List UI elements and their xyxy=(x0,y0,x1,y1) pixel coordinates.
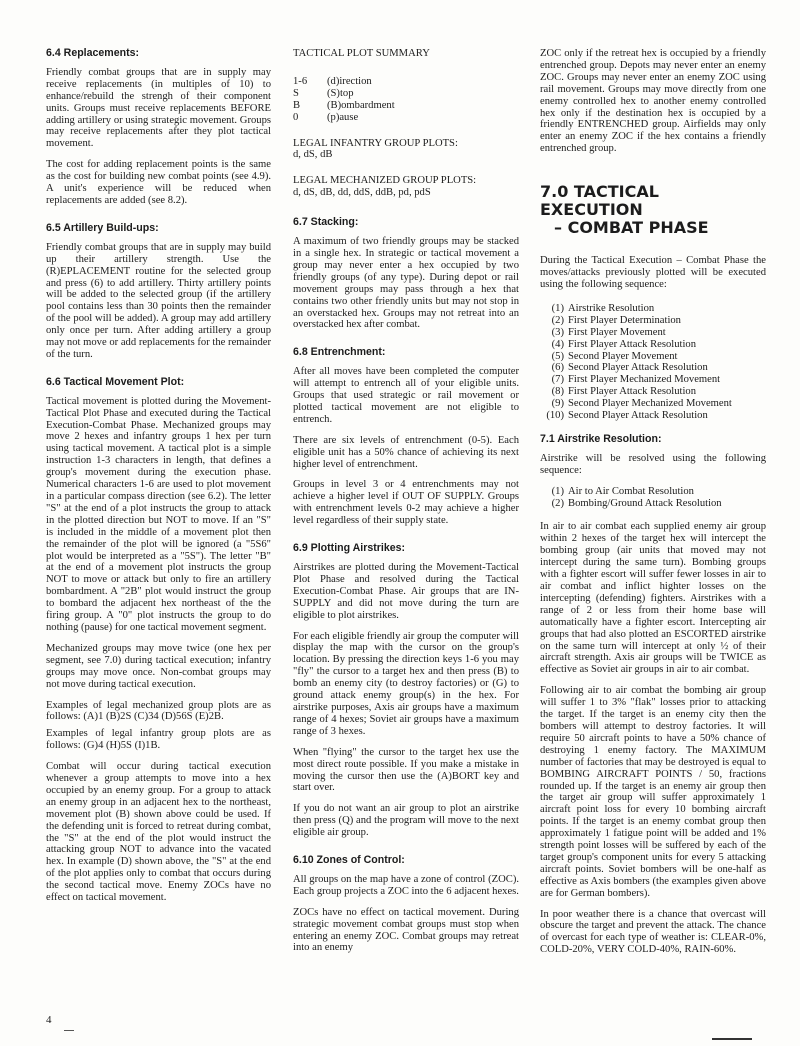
list-item: (7) First Player Mechanized Movement xyxy=(551,374,721,386)
column-left xyxy=(46,48,271,913)
paragraph: In air to air combat each supplied enemy air group within 2 hexes of the target hex will intercept the bombing group (air units that moved may not intercept during the same turn). Bombing groups with a fighter escort will suffer fewer losses in air to air combat and inflict highter losses on the intercepting (defending) fighters. Airstrikes with a range of 2 or less from their home base will automatically have a fighter escort. Intercepting air groups that had also plotted an ESCORTED airstrike on the same turn will intercept at only ½ of their aircraft strength. Axis air groups will be TWICE as effective as Soviet air groups in air to air combat. xyxy=(540,521,766,676)
plot-code-list xyxy=(293,76,519,124)
paragraph: After all moves have been completed the computer will attempt to entrench all of your eligible units. Groups that used strategic or rail movement or plotted tactical movement are not eligible to entrench. xyxy=(293,366,519,425)
paragraph: Examples of legal infantry group plots are as follows: (G)4 (H)5S (I)1B. xyxy=(46,728,271,752)
list-item: (5) Second Player Movement xyxy=(551,350,678,362)
paragraph: ZOCs have no effect on tactical movement. During strategic movement combat groups must stop when entering an enemy ZOC. Combat groups may retreat into an enemy xyxy=(293,906,519,954)
list-item: (1) Air to Air Combat Resolution xyxy=(551,485,694,497)
paragraph: During the Tactical Execution – Combat Phase the moves/attacks previously plotted will be executed using the following sequence: xyxy=(540,255,766,290)
mechanized-plots-title: LEGAL MECHANIZED GROUP PLOTS: xyxy=(293,175,477,187)
chapter-heading-line: – COMBAT PHASE xyxy=(554,218,709,238)
paragraph: Airstrike will be resolved using the following sequence: xyxy=(540,452,766,476)
section-title-entrenchment: 6.8 Entrenchment: xyxy=(293,346,386,359)
footer-rule xyxy=(712,1038,752,1040)
execution-sequence-list xyxy=(540,303,766,422)
paragraph: In poor weather there is a chance that overcast will obscure the target and prevent the attack. The chance of overcast for each type of weather is: CLEAR-0%, COLD-20%, VERY COLD-40%, RAIN-60%. xyxy=(540,908,766,956)
paragraph: Mechanized groups may move twice (one hex per segment, see 7.0) during tactical execution; infantry groups may move once. Non-combat groups may not move during tactical execution. xyxy=(46,642,271,690)
list-item: (8) First Player Attack Resolution xyxy=(551,386,696,398)
paragraph: Examples of legal mechanized group plots are as follows: (A)1 (B)2S (C)34 (D)56S (E)2B. xyxy=(46,699,271,723)
paragraph: For each eligible friendly air group the computer will display the map with the cursor on the group's location. By pressing the direction keys 1-6 you may "fly" the cursor to a target hex and then press (B) to bomb an enemy city (to destroy factories) or (G) to ground attack enemy group(s) in the hex. For airstrike purposes, Axis air groups have a maximum range of 4 hexes; Soviet air groups have a maximum range of 3 hexes. xyxy=(293,630,519,737)
column-right xyxy=(540,48,766,965)
infantry-plots-values: d, dS, dB xyxy=(293,149,333,161)
section-title-artillery-buildups: 6.5 Artillery Build-ups: xyxy=(46,221,159,234)
mechanized-plots-values: d, dS, dB, dd, ddS, ddB, pd, pdS xyxy=(293,187,431,199)
paragraph: Friendly combat groups that are in supply may build up their artillery strength. Use the (R)EPLACEMENT routine for the selected group and press (6) to add artillery. Thirty artillery points will be added to the selected group (if the artillery pool contains less than 30 points then the remainder of the pool will be added). A group may add artillery only once per turn. After adding artillery a group may not move or add replacements for the remainder of the turn. xyxy=(46,241,271,360)
infantry-plots-title: LEGAL INFANTRY GROUP PLOTS: xyxy=(293,137,458,149)
section-title-replacements: 6.4 Replacements: xyxy=(46,47,140,59)
footer-rule xyxy=(64,1030,74,1031)
section-title-plotting-airstrikes: 6.9 Plotting Airstrikes: xyxy=(293,542,406,555)
plot-code-row: B (B)ombardment xyxy=(293,99,395,111)
paragraph: Groups in level 3 or 4 entrenchments may not achieve a higher level if OUT OF SUPPLY. Groups with entrenchment levels 0-2 may achieve a higher level regardless of their supply state. xyxy=(293,479,519,527)
section-title-zones-of-control: 6.10 Zones of Control: xyxy=(293,854,405,867)
list-item: (3) First Player Movement xyxy=(551,326,666,338)
list-item: (4) First Player Attack Resolution xyxy=(551,338,696,350)
section-title-tactical-movement-plot: 6.6 Tactical Movement Plot: xyxy=(46,375,185,388)
paragraph: Combat will occur during tactical execution whenever a group attempts to move into a hex occupied by an enemy group. For a group to attack an enemy group in an adjacent hex to the northeast, movement plot (B) shown above could be used. If the defending unit is forced to retreat during combat, the "S" at the end of the plot would instruct the attacking group NOT to advance into the vacated hex. In example (D) shown above, the "S" at the end of the plot applies only to combat that occurs during the second tactical move. Enemy ZOCs have no effect on tactical movement. xyxy=(46,761,271,904)
plot-code-row: S (S)top xyxy=(293,87,354,99)
paragraph: Airstrikes are plotted during the Movement-Tactical Plot Phase and resolved during the Tactical Execution-Combat Phase. Air groups that are IN-SUPPLY and did not move during the turn are eligible to plot airstrikes. xyxy=(293,562,519,621)
list-item: (10) Second Player Attack Resolution xyxy=(546,410,708,422)
airstrike-sequence-list xyxy=(540,486,766,510)
list-item: (1) Airstrike Resolution xyxy=(551,302,655,314)
paragraph: Tactical movement is plotted during the Movement-Tactical Plot Phase and executed during the Tactical Execution-Combat Phase. Mechanized groups may move 2 hexes and infantry groups 1 hex per turn using tactical movement. A tactical plot is a simple instruction 1-3 characters in length, that defines a group's movement during the execution phase. Numerical characters 1-6 are used to plot movement in a particular compass direction (see 6.2). The letter "S" at the end of a plot instructs the group to attack in the plotted direction but NOT to move. If an "S" is included in the middle of a movement plot then the remainder of the plot will be ignored (a "5S6" plot would be interpreted as a "5S"). The letter "B" at the end of a movement plot instructs the group NOT to move or attack but only to fire an artillery bombardment. A "2B" plot would instruct the group to bombard the adjacent hex northeast of the the firing group. A "0" plot instructs the group to do nothing (pause) for one tactical movement segment. xyxy=(46,395,271,633)
chapter-heading xyxy=(540,183,766,237)
paragraph: All groups on the map have a zone of control (ZOC). Each group projects a ZOC into the 6 adjacent hexes. xyxy=(293,873,519,897)
plot-code-row: 0 (p)ause xyxy=(293,111,359,123)
paragraph: The cost for adding replacement points is the same as the cost for building new combat points (see 4.9). A unit's experience will be reduced when replacements are added (see 8.2). xyxy=(46,159,271,206)
section-title-stacking: 6.7 Stacking: xyxy=(293,216,359,229)
paragraph: Friendly combat groups that are in supply may receive replacements (in multiples of 10) to enhance/rebuild the strengh of their component units. Groups must receive replacements BEFORE adding artillery or using strategic movement. Groups may receive replacements after they plot tactical movement. xyxy=(46,66,271,150)
paragraph: When "flying" the cursor to the target hex use the most direct route possible. If you make a mistake in moving the cursor then use the (A)BORT key and start over. xyxy=(293,746,519,794)
section-title-airstrike-resolution: 7.1 Airstrike Resolution: xyxy=(540,432,662,445)
paragraph: Following air to air combat the bombing air group will suffer 1 to 3% "flak" losses prior to attacking the target. If the target is an enemy city then the bombers will attempt to destroy factories. It will require 50 aircraft points to have a 50% chance of destroying 1 enemy factory. The MAXIMUM number of factories that may be destroyed is equal to BOMBING AIRCRAFT POINTS / 50, fractions rounded up. If the target is an enemy air group then the target air group will suffer approximately 1 aircraft point loss for every 10 bombing aircraft points. If the target is an enemy combat group then approximately 1 fatigue point will be added and 1% strength point losses will be suffered by each of the target group's component units for every 5 attacking aircraft points. Soviet bombers will be one-half as effective as Axis bombers (the examples given above are for German bombers). xyxy=(540,685,766,899)
column-middle xyxy=(293,48,519,963)
summary-title: TACTICAL PLOT SUMMARY xyxy=(293,48,430,59)
paragraph: ZOC only if the retreat hex is occupied by a friendly entrenched group. Depots may never enter an enemy ZOC. Groups may never enter an enemy ZOC using rail movement. Groups may move directly from one enemy controlled hex to another enemy controlled hex only if the destination hex is occupied by a friendly ENTRENCHED group. Airfields may only enter an enemy ZOC if the hex contains a friendly entrenched group. xyxy=(540,48,766,155)
list-item: (2) Bombing/Ground Attack Resolution xyxy=(551,497,722,509)
chapter-heading-line: 7.0 TACTICAL EXECUTION xyxy=(540,182,659,220)
paragraph: A maximum of two friendly groups may be stacked in a single hex. In strategic or tactical movement a group may never enter a hex occupied by two friendly groups (of any type). During depot or rail movement groups may pass through a hex that contains two other friendly units but may not stop in an overstacked hex. Groups may not retreat into an overstacked hex after combat. xyxy=(293,236,519,331)
list-item: (6) Second Player Attack Resolution xyxy=(551,362,708,374)
list-item: (9) Second Player Mechanized Movement xyxy=(551,398,732,410)
plot-code-row: 1-6 (d)irection xyxy=(293,75,372,87)
paragraph: There are six levels of entrenchment (0-5). Each eligible unit has a 50% chance of achieving its next higher level of entrenchment. xyxy=(293,434,519,470)
list-item: (2) First Player Determination xyxy=(551,314,681,326)
paragraph: If you do not want an air group to plot an airstrike then press (Q) and the program will move to the next eligible air group. xyxy=(293,803,519,839)
page-number: 4 xyxy=(46,1014,52,1026)
